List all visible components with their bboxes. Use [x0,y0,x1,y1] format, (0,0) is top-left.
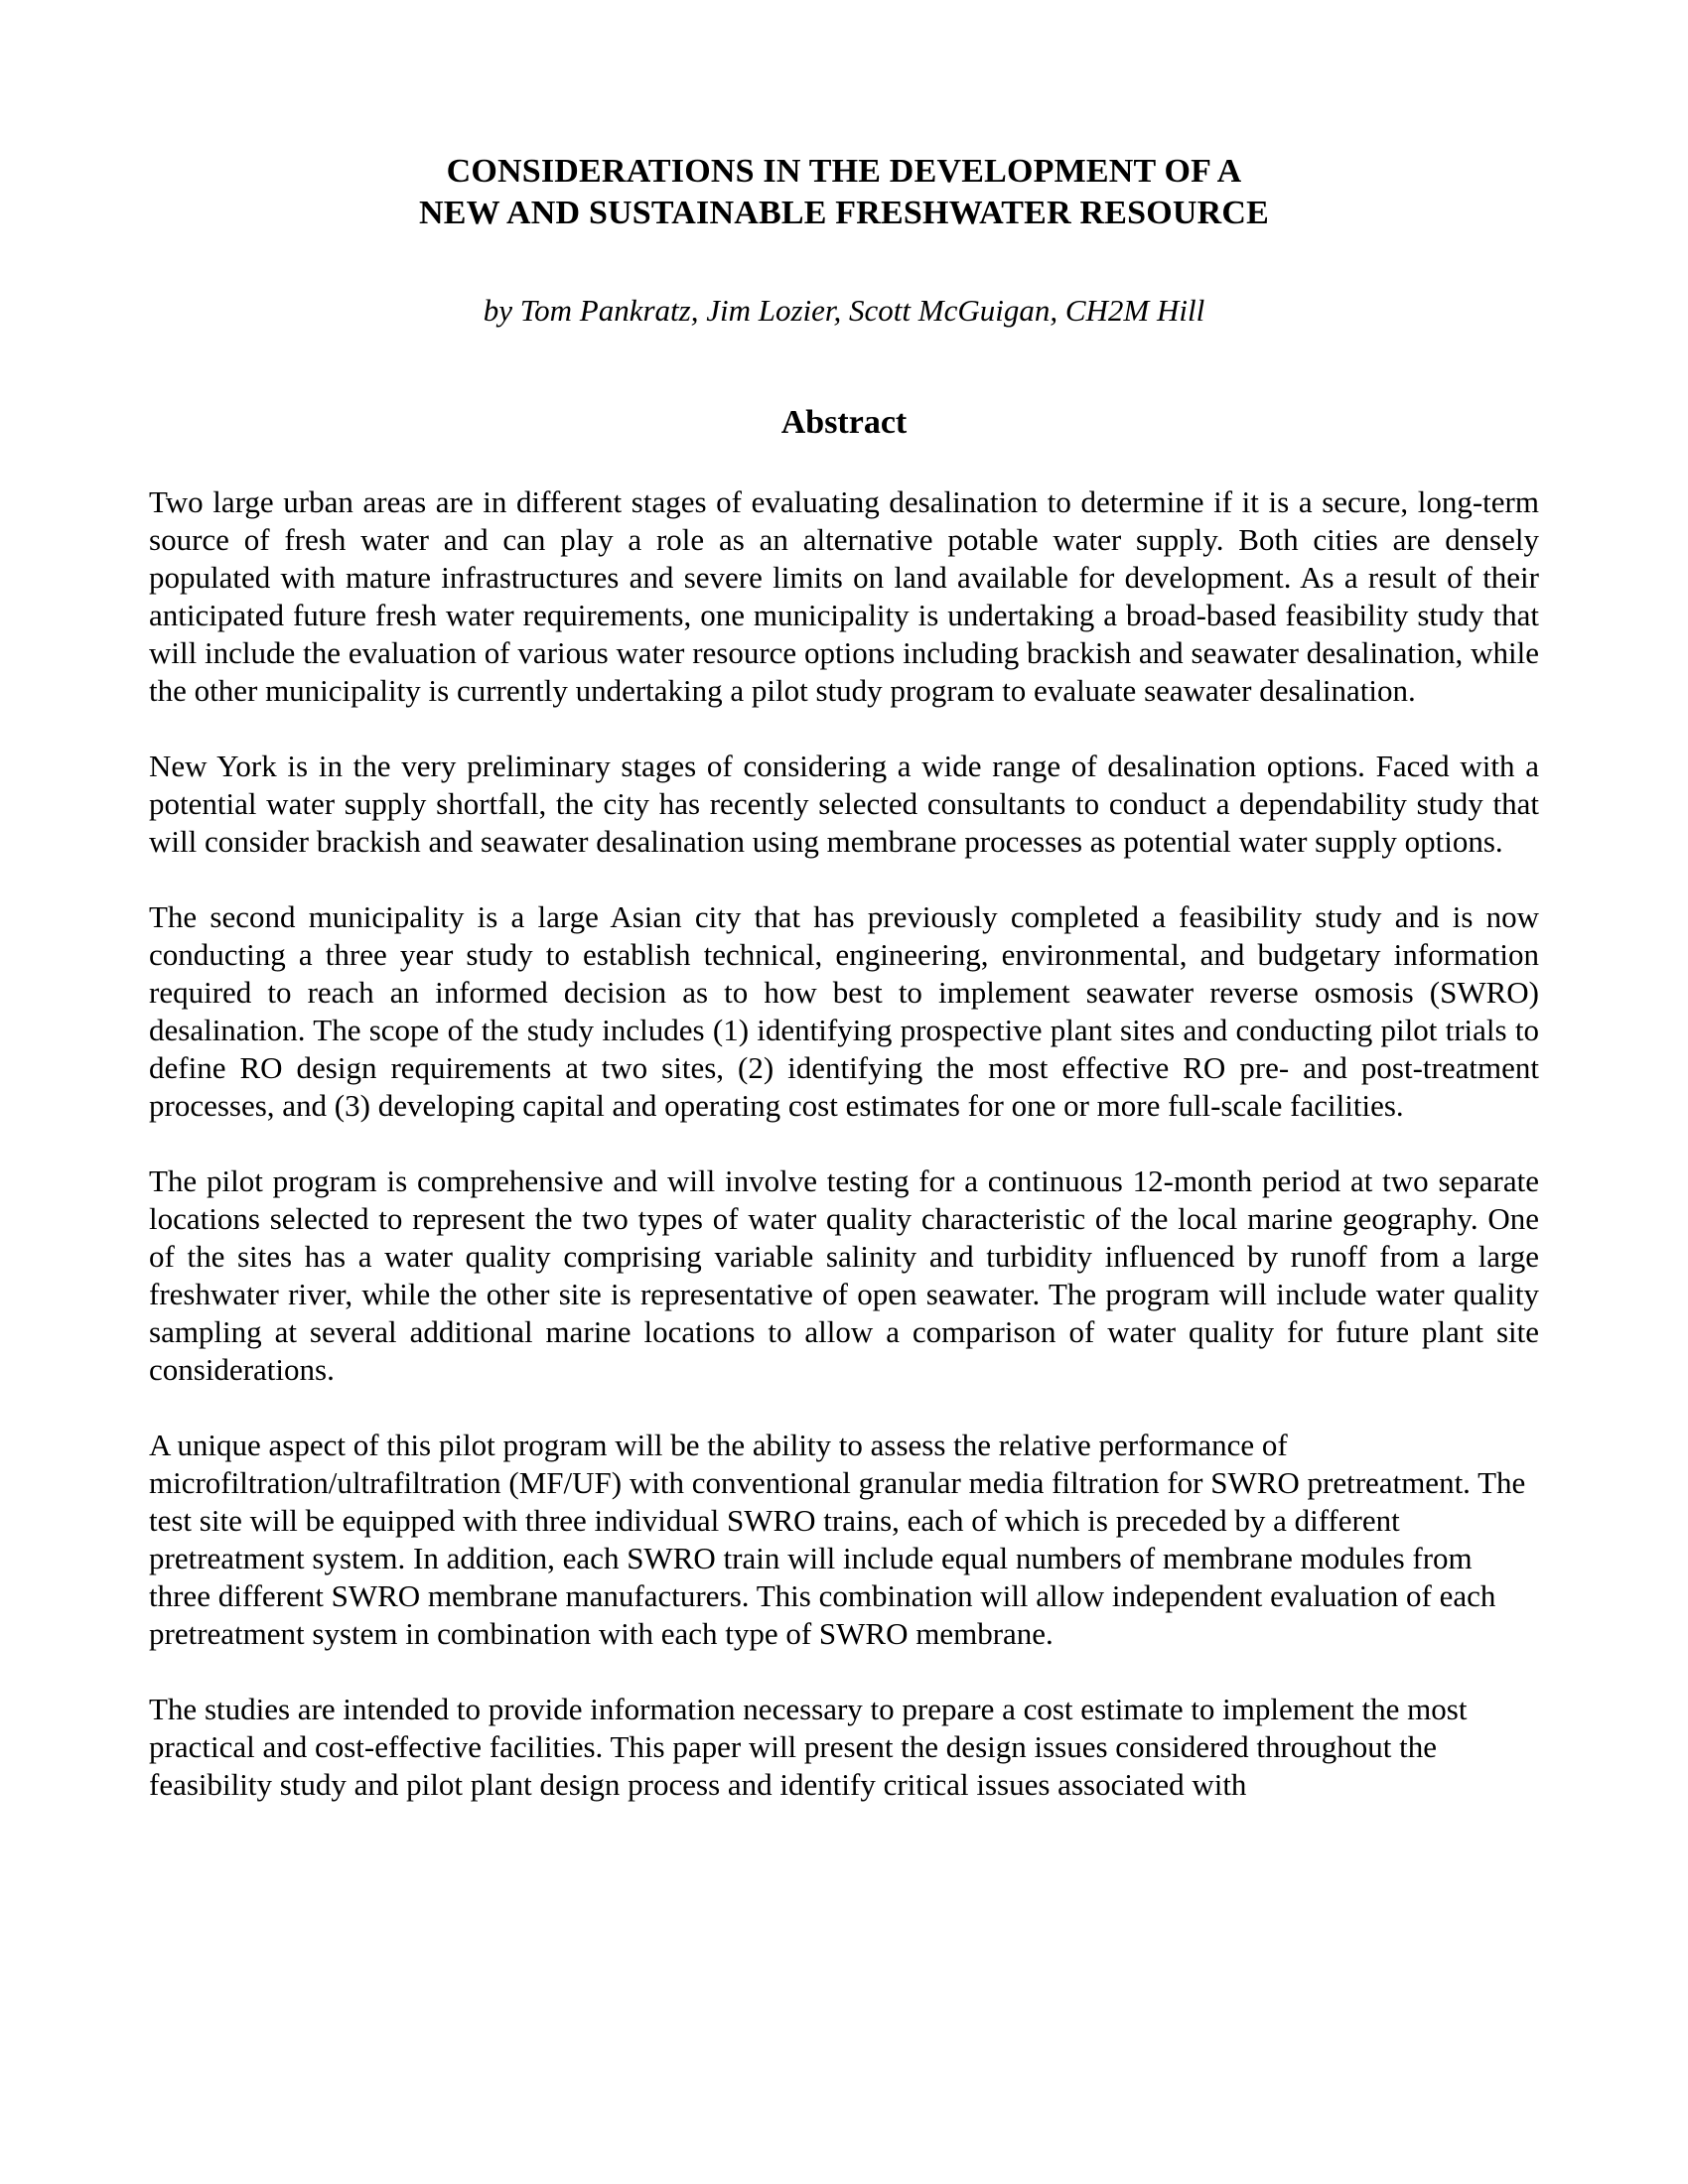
abstract-heading: Abstract [780,404,908,441]
abstract-paragraph-5: A unique aspect of this pilot program will be the ability to assess the relative performance of microfiltration/ultrafiltration (MF/UF) with conventional granular media filtration for SWRO pretreatment. The test site will be equipped with three individual SWRO trains, each of which is preceded by a different pretreatment system. In addition, each SWRO train will include equal numbers of membrane modules from three different SWRO membrane manufacturers. This combination will allow independent evaluation of each pretreatment system in combination with each type of SWRO membrane. [149,1428,1526,1651]
paper-title [149,151,1539,234]
abstract-paragraph-6: The studies are intended to provide information necessary to prepare a cost estimate to implement the most practical and cost-effective facilities. This paper will present the design issues considered throughout the feasibility study and pilot plant design process and identify critical issues associated with [149,1692,1468,1802]
byline: by Tom Pankratz, Jim Lozier, Scott McGuigan, CH2M Hill [483,293,1205,328]
abstract-paragraph-1: Two large urban areas are in different stages of evaluating desalination to determine if it is a secure, long-term source of fresh water and can play a role as an alternative potable water supply. Both cities are densely populated with mature infrastructures and severe limits on land available for development. As a result of their anticipated future fresh water requirements, one municipality is undertaking a broad-based feasibility study that will include the evaluation of various water resource options including brackish and seawater desalination, while the other municipality is currently undertaking a pilot study program to evaluate seawater desalination. [149,484,1539,708]
abstract-body [149,483,1539,1804]
abstract-paragraph-2: New York is in the very preliminary stages of considering a wide range of desalination options. Faced with a potential water supply shortfall, the city has recently selected consultants to conduct a dependability study that will consider brackish and seawater desalination using membrane processes as potential water supply options. [149,749,1539,859]
paper-title-line-1: CONSIDERATIONS IN THE DEVELOPMENT OF A [446,153,1242,190]
abstract-paragraph-3: The second municipality is a large Asian city that has previously completed a feasibility study and is now conducting a three year study to establish technical, engineering, environmental, and budgetary information required to reach an informed decision as to how best to implement seawater reverse osmosis (SWRO) desalination. The scope of the study includes (1) identifying prospective plant sites and conducting pilot trials to define RO design requirements at two sites, (2) identifying the most effective RO pre- and post-treatment processes, and (3) developing capital and operating cost estimates for one or more full-scale facilities. [149,899,1539,1123]
paper-title-line-2: NEW AND SUSTAINABLE FRESHWATER RESOURCE [418,195,1270,231]
abstract-paragraph-4: The pilot program is comprehensive and will involve testing for a continuous 12-month period at two separate locations selected to represent the two types of water quality characteristic of the local marine geography. One of the sites has a water quality comprising variable salinity and turbidity influenced by runoff from a large freshwater river, while the other site is representative of open seawater. The program will include water quality sampling at several additional marine locations to allow a comparison of water quality for future plant site considerations. [149,1163,1539,1387]
